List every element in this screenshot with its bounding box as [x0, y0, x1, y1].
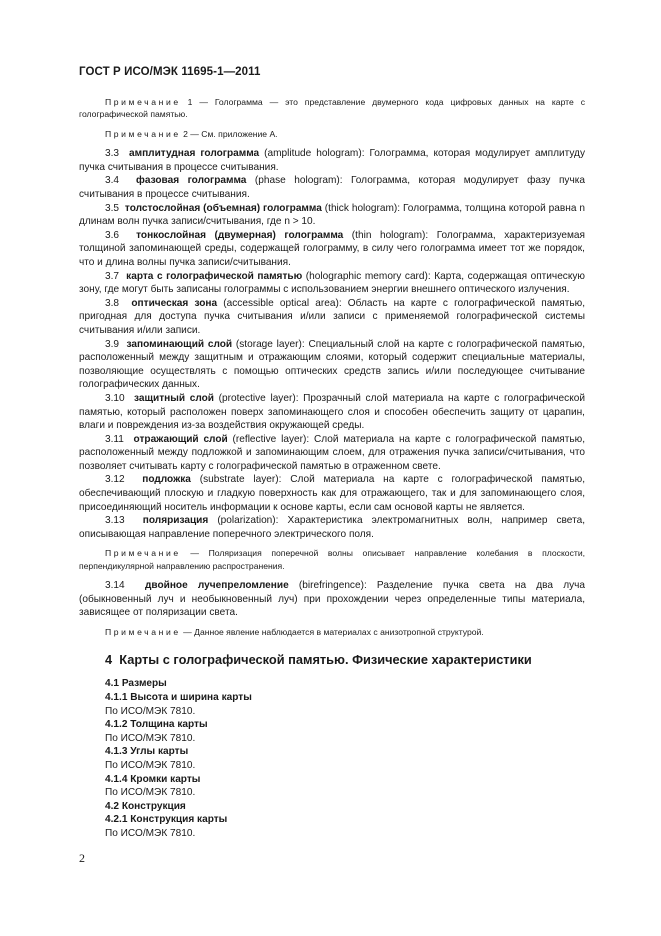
- subsection-title: 4.1.2 Толщина карты: [105, 719, 208, 731]
- term-name: запоминающий слой: [126, 338, 233, 350]
- subsection-heading: [79, 677, 585, 691]
- term-definition: (substrate layer): Слой материала на карте с голографической памятью, обеспечивающий плоскую и гладкую поверхность как для отражающего, так и для запоминающего слоя, присоединяющий носитель информации к основе карты, если сам основой карты не является.: [79, 474, 586, 513]
- term-name: тонкослойная (двумерная) голограмма: [136, 229, 344, 241]
- subsection-title: 4.1 Размеры: [105, 678, 167, 690]
- document-body: [79, 96, 585, 841]
- subsection-heading: [79, 800, 585, 814]
- subsection-text: По ИСО/МЭК 7810.: [105, 760, 196, 771]
- term-number: 3.13: [105, 515, 125, 527]
- subsection-heading: [79, 813, 585, 827]
- term-item: [79, 147, 585, 174]
- note-text: — Поляризация поперечной волны описывает направление колебания в плоскости, перпендикулярной направлению распространения.: [79, 548, 586, 571]
- term-name: поляризация: [142, 515, 209, 527]
- term-name: подложка: [142, 474, 191, 486]
- note-2: [79, 128, 585, 140]
- note-text: 1 — Голограмма — это представление двумерного кода цифровых данных на карте с голографической памятью.: [79, 97, 585, 120]
- subsection-text: По ИСО/МЭК 7810.: [105, 732, 196, 744]
- term-list: [79, 147, 585, 541]
- subsection-heading: [79, 773, 585, 787]
- subsection-list: [79, 677, 585, 840]
- term-item: [79, 202, 585, 229]
- term-item: [79, 473, 585, 514]
- term-number: 3.4: [105, 175, 120, 187]
- subsection-title: 4.1.4 Кромки карты: [105, 773, 201, 785]
- term-number: 3.10: [105, 392, 125, 404]
- subsection-heading: [79, 691, 585, 705]
- term-definition: (reflective layer): Слой материала на карте с голографической памятью, расположенный между подложкой и запоминающим слоем, для отражения пучка записи/считывания, что позволяет считывать карту с голографической памятью в отраженном свете.: [79, 433, 586, 472]
- term-definition: (thin hologram): Голограмма, характеризуемая толщиной запоминающей среды, содержащей голограмму, в силу чего голограмма имеет тот же порядок, что и длина волны пучка записи/считывания.: [79, 229, 586, 268]
- term-item: [79, 433, 585, 474]
- term-definition: (thick hologram): Голограмма, толщина которой равна n длинам волн пучка записи/считывания, где n > 10.: [79, 202, 585, 228]
- term-name: двойное лучепреломление: [144, 580, 289, 592]
- subsection-heading: [79, 718, 585, 732]
- note-birefringence: [79, 626, 585, 638]
- note-lead: Примечание: [105, 97, 181, 107]
- term-number: 3.9: [105, 338, 120, 350]
- term-item: [79, 297, 585, 338]
- term-definition: (holographic memory card): Карта, содержащая оптическую зону, где могут быть записаны голограммы с использованием энергии внешнего оптического излучения.: [79, 270, 585, 296]
- term-definition: (accessible optical area): Область на карте с голографической памятью, пригодная для доступа пучка считывания и/или записи с применяемой голографической системы считывания и/или записи.: [79, 297, 585, 336]
- page-number: 2: [79, 851, 85, 865]
- term-item: [79, 229, 585, 270]
- term-3-14: [79, 579, 585, 620]
- term-name: толстослойная (объемная) голограмма: [124, 202, 322, 214]
- note-1: [79, 96, 585, 121]
- term-definition: (birefringence): Разделение пучка света на два луча (обыкновенный луч и необыкновенный луч) при прохождении через определенные типы материала, зависящее от поляризации света.: [79, 580, 585, 619]
- section-title: Карты с голографической памятью. Физические характеристики: [119, 652, 532, 668]
- term-definition: (polarization): Характеристика электромагнитных волн, например света, описывающая направление поперечного электрического поля.: [79, 515, 586, 540]
- note-lead: Примечание: [105, 548, 181, 559]
- term-name: фазовая голограмма: [136, 175, 247, 187]
- term-definition: (amplitude hologram): Голограмма, которая модулирует амплитуду пучка считывания в процессе считывания.: [79, 148, 585, 173]
- term-name: защитный слой: [133, 392, 214, 404]
- subsection-text: По ИСО/МЭК 7810.: [105, 827, 196, 839]
- term-item: [79, 392, 585, 433]
- note-lead: Примечание: [105, 128, 181, 139]
- subsection-title: 4.1.3 Углы карты: [105, 746, 189, 758]
- term-number: 3.3: [105, 148, 120, 160]
- term-name: амплитудная голограмма: [129, 148, 260, 160]
- term-item: [79, 270, 585, 297]
- subsection-heading: [79, 745, 585, 759]
- term-number: 3.6: [105, 229, 120, 241]
- subsection-text: По ИСО/МЭК 7810.: [105, 705, 196, 717]
- term-name: карта с голографической памятью: [126, 270, 303, 282]
- subsection-title: 4.2 Конструкция: [105, 800, 186, 812]
- term-number: 3.14: [105, 580, 125, 592]
- note-text: 2 — См. приложение А.: [183, 128, 278, 139]
- term-number: 3.7: [105, 270, 120, 282]
- note-lead: Примечание: [105, 627, 181, 638]
- term-number: 3.11: [105, 433, 124, 445]
- term-definition: (phase hologram): Голограмма, которая модулирует фазу пучка считывания в процессе считывания.: [79, 175, 585, 200]
- term-item: [79, 174, 585, 201]
- term-name: оптическая зона: [131, 297, 218, 309]
- term-definition: (protective layer): Прозрачный слой материала на карте с голографической памятью, который расположен поверх запоминающего слоя и способен обеспечить защиту от царапин, влаги и повреждения из-за воздействия окружающей среды.: [79, 392, 586, 432]
- subsection-text: По ИСО/МЭК 7810.: [105, 787, 196, 799]
- term-number: 3.5: [105, 202, 120, 214]
- term-number: 3.12: [105, 474, 125, 486]
- term-item: [79, 338, 585, 392]
- note-text: — Данное явление наблюдается в материалах с анизотропной структурой.: [183, 627, 484, 638]
- document-header: ГОСТ Р ИСО/МЭК 11695-1—2011: [79, 66, 261, 78]
- term-item: [79, 514, 585, 541]
- section-number: 4: [105, 652, 113, 668]
- subsection-title: 4.2.1 Конструкция карты: [105, 814, 228, 826]
- term-number: 3.8: [105, 297, 120, 309]
- term-definition: (storage layer): Специальный слой на карте с голографической памятью, расположенный между защитным и отражающим слоями, который содержит специальные материалы, позволяющие осуществлять с помощью оптических средств запись и/или последующее считывание голографических данных.: [79, 338, 586, 391]
- term-name: отражающий слой: [133, 433, 228, 445]
- subsection-title: 4.1.1 Высота и ширина карты: [105, 692, 252, 704]
- section-4-heading: [79, 652, 585, 667]
- note-polarization: [79, 547, 585, 572]
